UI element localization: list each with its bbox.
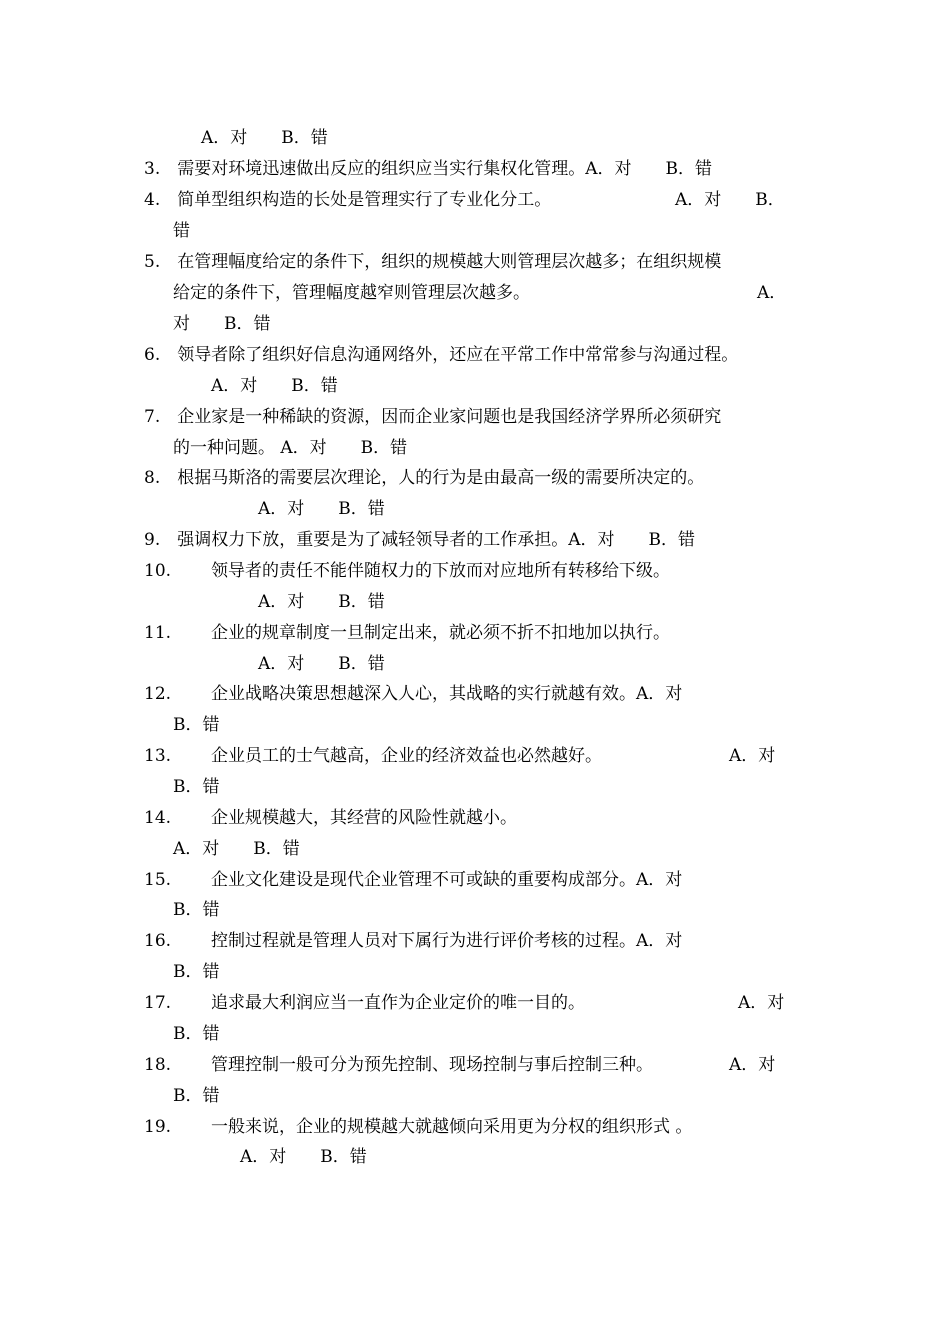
question-number: 16.	[144, 931, 172, 951]
answer-options: A．对	[729, 746, 776, 766]
answer-options: A．对 B．错	[211, 376, 338, 396]
answer-options: A．对	[738, 993, 785, 1013]
question-14: 企业规模越大，其经营的风险性就越小。	[211, 808, 517, 828]
answer-options-continued: 对 B．错	[173, 314, 271, 334]
question-12: 企业战略决策思想越深入人心，其战略的实行就越有效。A．对	[211, 684, 683, 704]
answer-options: A．对 B．错	[258, 592, 385, 612]
answer-options-continued: B．错	[173, 962, 220, 982]
question-11: 企业的规章制度一旦制定出来，就必须不折不扣地加以执行。	[211, 623, 670, 643]
question-19: 一般来说，企业的规模越大就越倾向采用更为分权的组织形式 。	[211, 1117, 693, 1137]
question-number: 12.	[144, 684, 172, 704]
question-number: 14.	[144, 808, 172, 828]
answer-options-continued: B．错	[173, 715, 220, 735]
answer-options-continued: 错	[173, 221, 190, 241]
question-9: 9. 强调权力下放，重要是为了减轻领导者的工作承担。A．对 B．错	[144, 530, 695, 550]
question-number: 11.	[144, 623, 172, 643]
question-number: 17.	[144, 993, 172, 1013]
answer-options-continued: B．错	[173, 1086, 220, 1106]
answer-options-continued: B．错	[173, 777, 220, 797]
question-number: 18.	[144, 1055, 172, 1075]
question-6: 6. 领导者除了组织好信息沟通网络外，还应在平常工作中常常参与沟通过程。	[144, 345, 739, 365]
question-number: 19.	[144, 1117, 172, 1137]
question-number: 13.	[144, 746, 172, 766]
question-13: 企业员工的士气越高，企业的经济效益也必然越好。	[211, 746, 602, 766]
question-17: 追求最大利润应当一直作为企业定价的唯一目的。	[211, 993, 585, 1013]
question-8: 8. 根据马斯洛的需要层次理论，人的行为是由最高一级的需要所决定的。	[144, 468, 705, 488]
answer-options: A．对 B．错	[201, 128, 328, 148]
question-7: 7. 企业家是一种稀缺的资源，因而企业家问题也是我国经济学界所必须研究	[144, 407, 722, 427]
question-7-continued: 的一种问题。 A．对 B．错	[173, 438, 408, 458]
question-18: 管理控制一般可分为预先控制、现场控制与事后控制三种。	[211, 1055, 653, 1075]
answer-options: A．对 B．	[675, 190, 785, 210]
question-number: 15.	[144, 870, 172, 890]
answer-options: A．对 B．错	[258, 654, 385, 674]
question-5: 5. 在管理幅度给定的条件下，组织的规模越大则管理层次越多；在组织规模	[144, 252, 722, 272]
question-15: 企业文化建设是现代企业管理不可或缺的重要构成部分。A．对	[211, 870, 683, 890]
question-10: 领导者的责任不能伴随权力的下放而对应地所有转移给下级。	[211, 561, 670, 581]
question-16: 控制过程就是管理人员对下属行为进行评价考核的过程。A．对	[211, 931, 683, 951]
answer-options: A．	[757, 283, 787, 303]
question-5-continued: 给定的条件下，管理幅度越窄则管理层次越多。	[173, 283, 530, 303]
answer-options: A．对 B．错	[240, 1147, 367, 1167]
question-4: 4. 简单型组织构造的长处是管理实行了专业化分工。	[144, 190, 552, 210]
answer-options: A．对 B．错	[258, 499, 385, 519]
answer-options: A．对 B．错	[173, 839, 300, 859]
answer-options: A．对	[729, 1055, 776, 1075]
answer-options-continued: B．错	[173, 900, 220, 920]
question-number: 10.	[144, 561, 172, 581]
answer-options-continued: B．错	[173, 1024, 220, 1044]
question-3: 3. 需要对环境迅速做出反应的组织应当实行集权化管理。A．对 B．错	[144, 159, 712, 179]
